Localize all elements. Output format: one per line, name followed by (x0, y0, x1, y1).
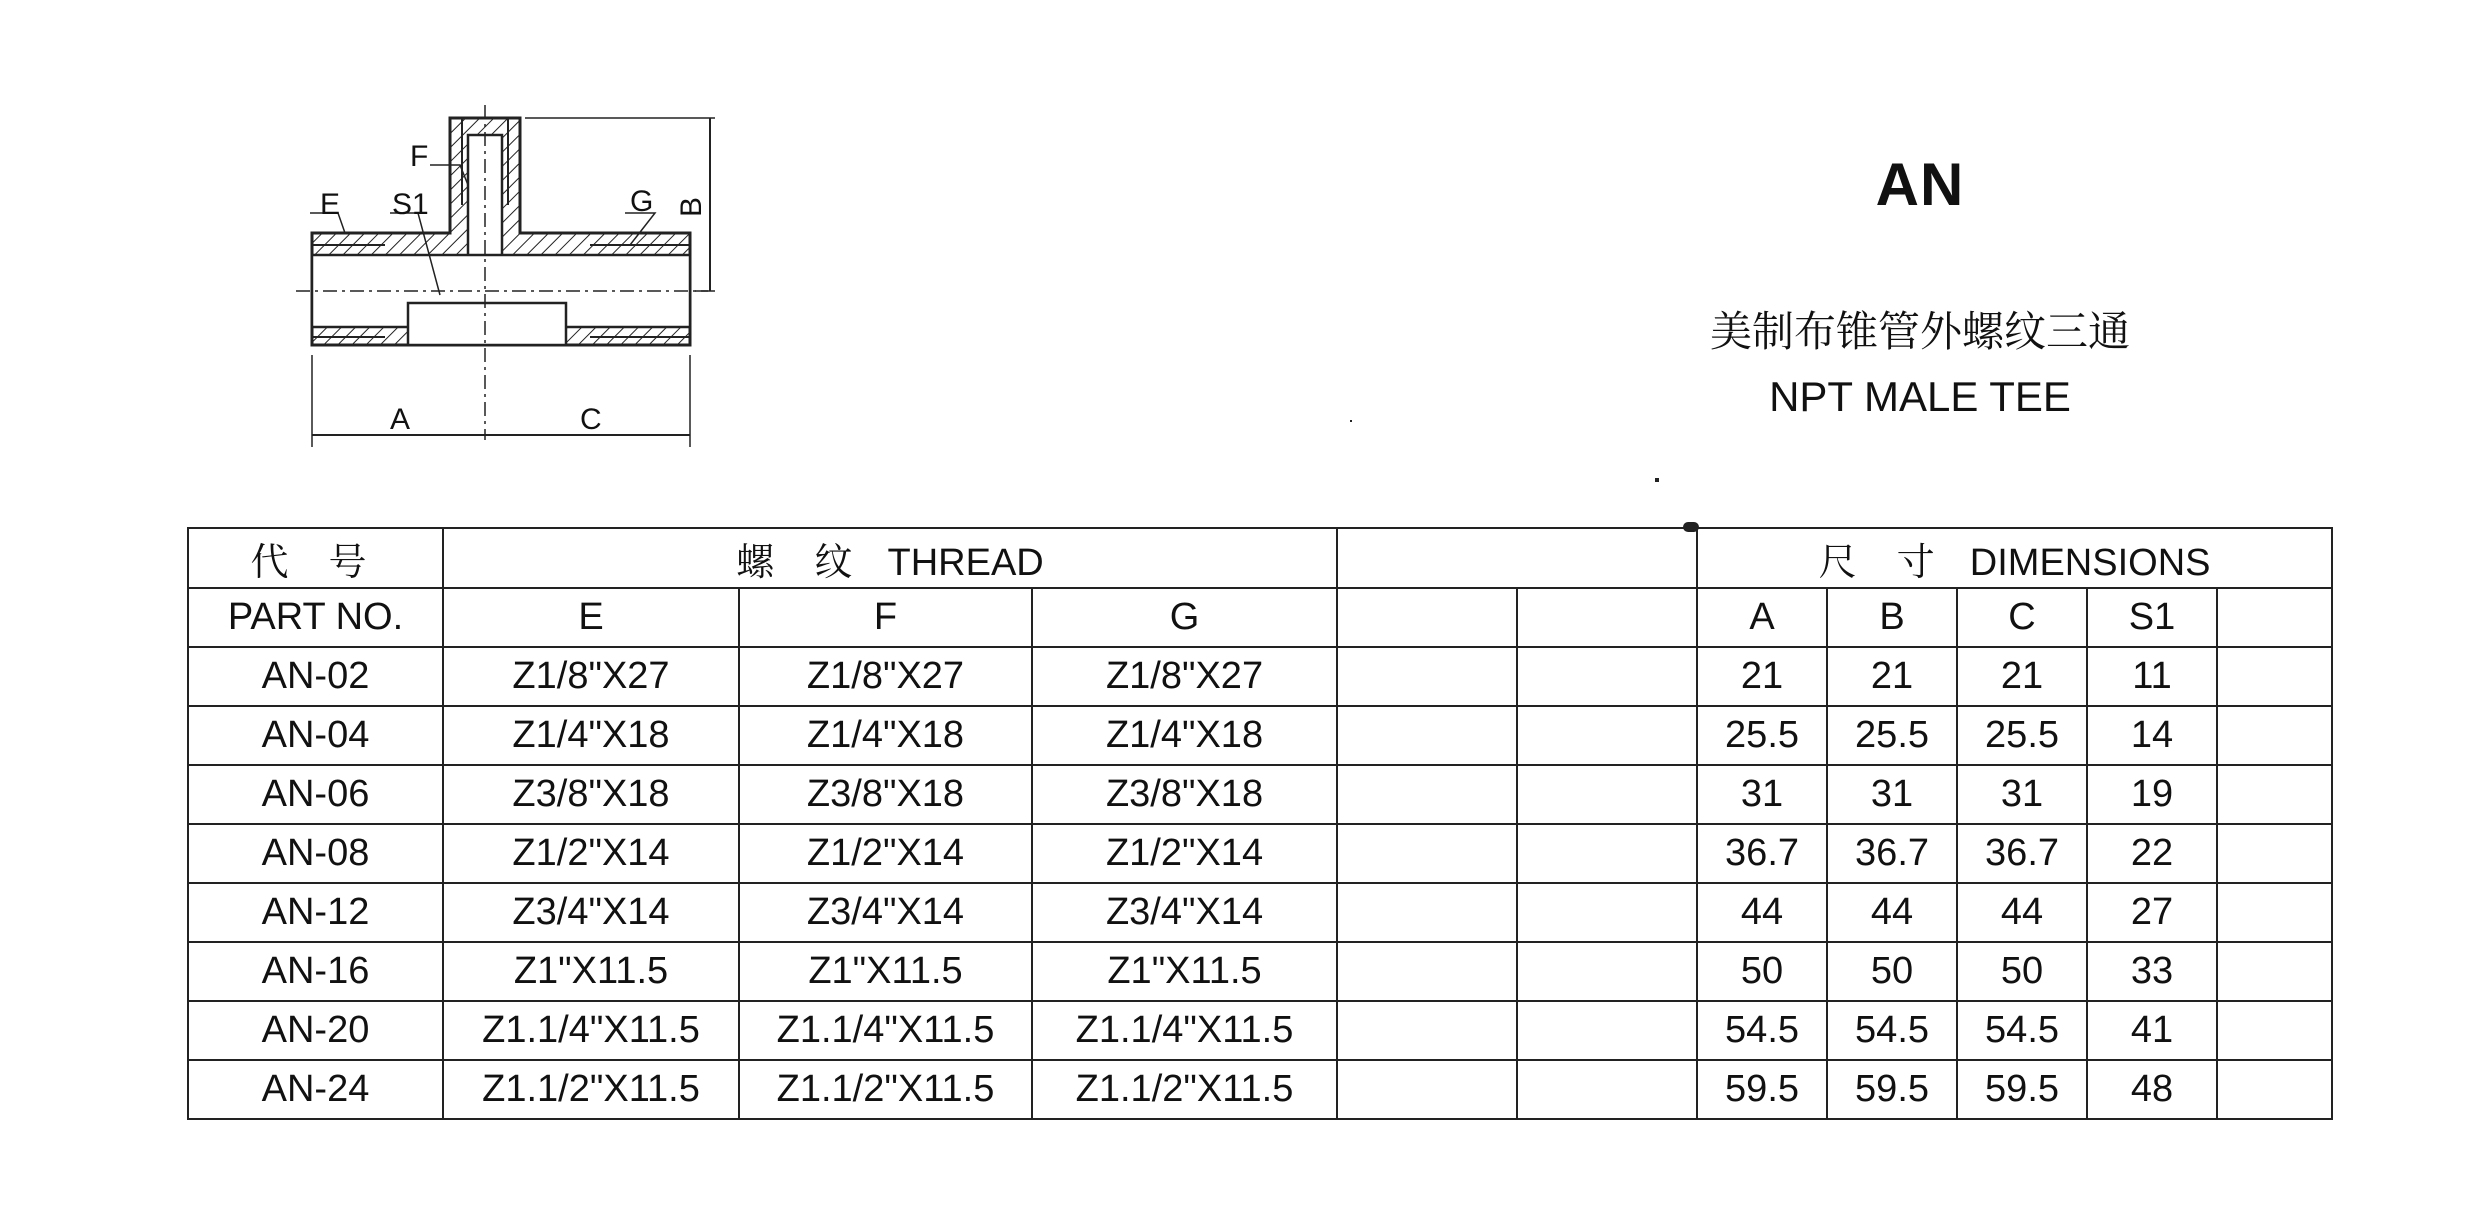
header-row-1 (188, 528, 2332, 588)
tee-drawing (290, 95, 730, 465)
scan-speck (1350, 420, 1352, 422)
header-dim-en: DIMENSIONS (1969, 541, 2211, 584)
label-g: G (630, 185, 654, 218)
cell-c: 21 (1957, 647, 2087, 706)
header-blank-cell (2217, 588, 2332, 647)
cell-g: Z1/2"X14 (1032, 824, 1337, 883)
cell-c: 36.7 (1957, 824, 2087, 883)
cell-blank (1337, 942, 1517, 1001)
cell-b: 50 (1827, 942, 1957, 1001)
header-dimensions (1697, 528, 2332, 588)
cell-blank (1337, 883, 1517, 942)
table-row (188, 706, 2332, 765)
cell-blank (1337, 706, 1517, 765)
cell-a: 44 (1697, 883, 1827, 942)
cell-g: Z1"X11.5 (1032, 942, 1337, 1001)
cell-blank (2217, 1001, 2332, 1060)
cell-e: Z1/8"X27 (443, 647, 739, 706)
cell-blank (2217, 942, 2332, 1001)
cell-b: 31 (1827, 765, 1957, 824)
cell-f: Z3/8"X18 (739, 765, 1032, 824)
label-b: B (675, 196, 709, 218)
cell-blank (1517, 647, 1697, 706)
cell-part: AN-08 (188, 824, 443, 883)
cell-s1: 48 (2087, 1060, 2217, 1119)
header-blank-cell (1517, 588, 1697, 647)
tee-body (296, 105, 708, 440)
cell-blank (1337, 765, 1517, 824)
cell-e: Z1/4"X18 (443, 706, 739, 765)
cell-a: 21 (1697, 647, 1827, 706)
scan-speck (1655, 478, 1659, 482)
cell-blank (1337, 1001, 1517, 1060)
table-row (188, 765, 2332, 824)
cell-b: 59.5 (1827, 1060, 1957, 1119)
cell-part: AN-24 (188, 1060, 443, 1119)
cell-blank (1517, 765, 1697, 824)
cell-blank (2217, 706, 2332, 765)
cell-e: Z1/2"X14 (443, 824, 739, 883)
cell-a: 25.5 (1697, 706, 1827, 765)
label-e: E (320, 188, 341, 221)
label-c: C (580, 403, 602, 436)
cell-s1: 19 (2087, 765, 2217, 824)
header-col-s1: S1 (2087, 588, 2217, 647)
cell-blank (2217, 883, 2332, 942)
cell-c: 50 (1957, 942, 2087, 1001)
cell-a: 31 (1697, 765, 1827, 824)
cell-blank (1517, 1060, 1697, 1119)
header-col-f: F (739, 588, 1032, 647)
cell-s1: 11 (2087, 647, 2217, 706)
cell-f: Z1/4"X18 (739, 706, 1032, 765)
cell-s1: 14 (2087, 706, 2217, 765)
label-s1: S1 (392, 188, 429, 221)
cell-s1: 22 (2087, 824, 2217, 883)
cell-f: Z1.1/2"X11.5 (739, 1060, 1032, 1119)
cell-e: Z3/8"X18 (443, 765, 739, 824)
table-row (188, 942, 2332, 1001)
header-dim-cn: 尺 寸 (1818, 539, 1949, 584)
header-col-a: A (1697, 588, 1827, 647)
cell-g: Z3/4"X14 (1032, 883, 1337, 942)
cell-blank (1517, 883, 1697, 942)
cell-part: AN-06 (188, 765, 443, 824)
cell-e: Z1.1/2"X11.5 (443, 1060, 739, 1119)
cell-a: 50 (1697, 942, 1827, 1001)
cell-blank (2217, 647, 2332, 706)
header-col-c: C (1957, 588, 2087, 647)
header-thread (443, 528, 1337, 588)
header-row-2 (188, 588, 2332, 647)
cell-part: AN-02 (188, 647, 443, 706)
cell-blank (1517, 824, 1697, 883)
table-row (188, 647, 2332, 706)
cell-g: Z1/8"X27 (1032, 647, 1337, 706)
cell-part: AN-16 (188, 942, 443, 1001)
cell-blank (1337, 824, 1517, 883)
cell-b: 54.5 (1827, 1001, 1957, 1060)
cell-a: 36.7 (1697, 824, 1827, 883)
label-a: A (390, 403, 411, 436)
cell-blank (2217, 824, 2332, 883)
cell-e: Z1"X11.5 (443, 942, 739, 1001)
title-block (1640, 150, 2200, 421)
cell-f: Z3/4"X14 (739, 883, 1032, 942)
cell-c: 54.5 (1957, 1001, 2087, 1060)
cell-a: 59.5 (1697, 1060, 1827, 1119)
table-row (188, 883, 2332, 942)
tee-cross-section-diagram (290, 95, 730, 465)
header-blank-cell (1337, 588, 1517, 647)
cell-f: Z1/8"X27 (739, 647, 1032, 706)
header-part-en: PART NO. (188, 588, 443, 647)
cell-f: Z1"X11.5 (739, 942, 1032, 1001)
cell-blank (1517, 942, 1697, 1001)
cell-b: 21 (1827, 647, 1957, 706)
header-col-e: E (443, 588, 739, 647)
cell-blank (1337, 1060, 1517, 1119)
cell-g: Z1.1/4"X11.5 (1032, 1001, 1337, 1060)
cell-c: 59.5 (1957, 1060, 2087, 1119)
cell-b: 44 (1827, 883, 1957, 942)
cell-blank (2217, 765, 2332, 824)
header-col-g: G (1032, 588, 1337, 647)
cell-f: Z1/2"X14 (739, 824, 1032, 883)
cell-c: 25.5 (1957, 706, 2087, 765)
cell-e: Z3/4"X14 (443, 883, 739, 942)
cell-part: AN-20 (188, 1001, 443, 1060)
cell-e: Z1.1/4"X11.5 (443, 1001, 739, 1060)
table-row (188, 824, 2332, 883)
label-f: F (410, 140, 429, 173)
spec-table (187, 527, 2333, 1120)
cell-blank (1337, 647, 1517, 706)
cell-s1: 33 (2087, 942, 2217, 1001)
cell-c: 31 (1957, 765, 2087, 824)
table-row (188, 1001, 2332, 1060)
cell-b: 36.7 (1827, 824, 1957, 883)
product-name-cn: 美制布锥管外螺纹三通 (1709, 307, 2130, 356)
cell-blank (2217, 1060, 2332, 1119)
cell-part: AN-12 (188, 883, 443, 942)
header-part-cn: 代 号 (188, 528, 443, 588)
cell-blank (1517, 706, 1697, 765)
cell-f: Z1.1/4"X11.5 (739, 1001, 1032, 1060)
cell-s1: 27 (2087, 883, 2217, 942)
cell-c: 44 (1957, 883, 2087, 942)
cell-g: Z3/8"X18 (1032, 765, 1337, 824)
header-blank (1337, 528, 1697, 588)
cell-a: 54.5 (1697, 1001, 1827, 1060)
cell-blank (1517, 1001, 1697, 1060)
header-thread-cn: 螺 纹 (736, 539, 867, 584)
cell-s1: 41 (2087, 1001, 2217, 1060)
cell-g: Z1.1/2"X11.5 (1032, 1060, 1337, 1119)
cell-g: Z1/4"X18 (1032, 706, 1337, 765)
product-name-en: NPT MALE TEE (1769, 373, 2071, 420)
cell-part: AN-04 (188, 706, 443, 765)
cell-b: 25.5 (1827, 706, 1957, 765)
header-col-b: B (1827, 588, 1957, 647)
product-code: AN (1875, 151, 1965, 218)
table-row (188, 1060, 2332, 1119)
header-thread-en: THREAD (887, 541, 1044, 584)
